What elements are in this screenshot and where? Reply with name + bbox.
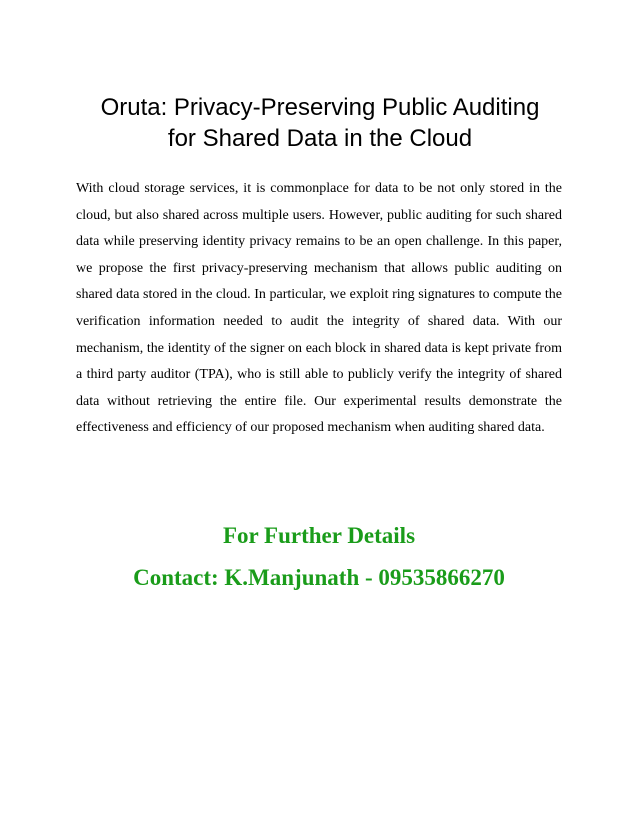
further-details-heading: For Further Details [222,523,416,548]
title-line-2: for Shared Data in the Cloud [167,125,473,152]
document-title [70,92,570,154]
contact-info: Contact: K.Manjunath - 09535866270 [133,565,505,590]
title-line-1: Oruta: Privacy-Preserving Public Auditing [100,94,540,121]
abstract-paragraph: With cloud storage services, it is commonplace for data to be not only stored in the cloud, but also shared across multiple users. However, public auditing for such shared data while preserving identity privacy remains to be an open challenge. In this paper, we propose the first privacy-preserving mechanism that allows public auditing on shared data stored in the cloud. In particular, we exploit ring signatures to compute the verification information needed to audit the integrity of shared data. With our mechanism, the identity of the signer on each block in shared data is kept private from a third party auditor (TPA), who is still able to publicly verify the integrity of shared data without retrieving the entire file. Our experimental results demonstrate the effectiveness and efficiency of our proposed mechanism when auditing shared data. [76,181,562,436]
